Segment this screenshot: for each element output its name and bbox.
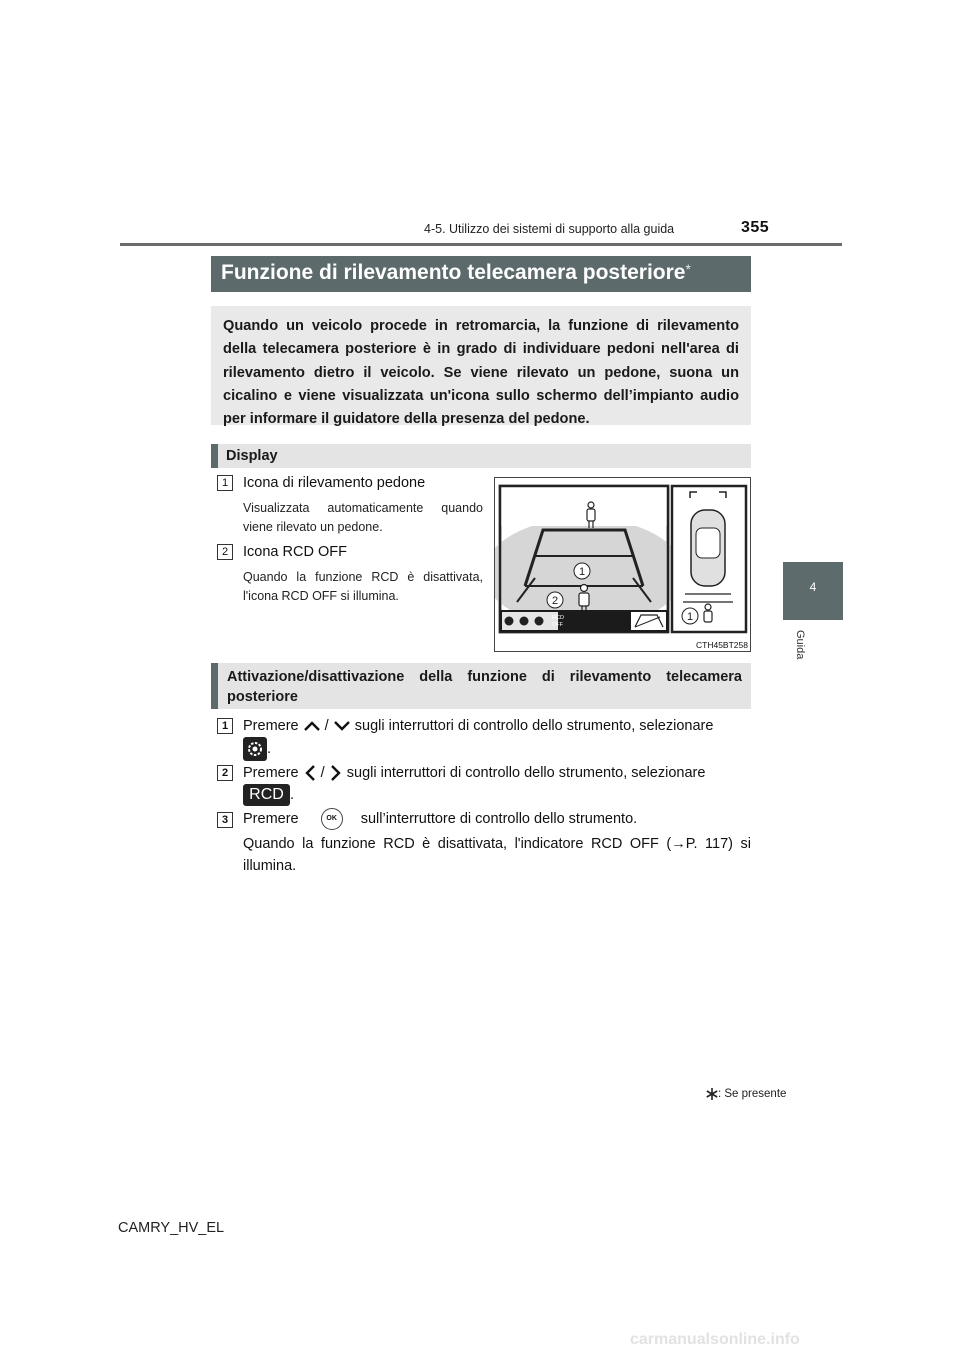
figure-callout-1: 1 [579,566,586,578]
step-1-end: . [267,740,272,757]
footnote [706,1088,786,1100]
callout-number: 1 [217,475,233,491]
step-3-text [243,808,751,830]
pedestrian-icon-side [704,604,712,622]
step-2-suffix: sugli interruttori di controllo dello strumento, selezionare [346,765,706,781]
step-2-end: . [290,787,295,803]
step-2-marker [217,765,233,781]
settings-gear-icon [243,737,267,761]
step-3-prefix: Premere [243,811,299,827]
step-2-sep: / [320,765,325,781]
step-1-suffix: sugli interruttori di controllo dello strumento, selezionare [354,718,714,734]
step-3-marker [217,812,233,828]
item-1-marker [217,475,233,491]
asterisk-icon [706,1088,718,1100]
step-number: 3 [217,812,233,828]
activation-heading: Attivazione/disattivazione della funzione di rilevamento telecamera posteriore [211,663,751,709]
camera-display-figure [494,477,751,652]
chapter-tab: 4 [783,562,843,620]
rcd-off-note: Quando la funzione RCD è disattivata, l'indicatore RCD OFF (→P. 117) si illumina. [243,836,751,874]
rcd-icon: RCD [243,784,290,806]
intro-box: Quando un veicolo procede in retromarcia, la funzione di rilevamento della telecamera posteriore è in grado di individuare pedoni nell'area di rilevamento dietro il veicolo. Se viene rilevato un pedone, suona un cicalino e viene visualizzata un'icona sullo schermo dell’impianto audio per informare il guidatore della presenza del pedone. [211,306,751,425]
chapter-label: Guida [794,630,806,660]
footer-model: CAMRY_HV_EL [118,1220,225,1236]
step-3-suffix: sull’interruttore di controllo dello strumento. [360,811,638,827]
item-2-desc: Quando la funzione RCD è disattivata, l'icona RCD OFF si illumina. [243,570,483,603]
page-title-text: Funzione di rilevamento telecamera posteriore [221,261,686,284]
watermark: carmanualsonline.info [630,1331,800,1348]
callout-number: 2 [217,544,233,560]
chevron-down-icon [333,720,351,732]
step-2-text [243,762,751,806]
rcd-off-label-line1: RCD [552,615,564,621]
figure-callout-1b: 1 [687,611,694,623]
asterisk-icon: * [685,261,691,277]
item-1-desc: Visualizzata automaticamente quando viene rilevato un pedone. [243,501,483,534]
step-1-marker [217,718,233,734]
display-heading: Display [211,444,751,468]
page-title [211,256,751,292]
step-1-text [243,715,751,761]
step-number: 2 [217,765,233,781]
step-number: 1 [217,718,233,734]
step-1-prefix: Premere [243,718,299,734]
figure-caption: CTH45BT258 [696,640,748,650]
item-2-marker [217,544,233,560]
rcd-off-label-line2: OFF [552,622,563,628]
footnote-text: : Se presente [718,1088,787,1101]
step-1-sep: / [324,718,329,734]
chevron-up-icon [303,720,321,732]
camera-screen-illustration [495,478,750,651]
step-2-prefix: Premere [243,765,299,781]
ok-button-icon: OK [321,808,343,830]
chevron-left-icon [303,764,317,782]
page-number: 355 [741,219,770,236]
chevron-right-icon [329,764,343,782]
figure-callout-2: 2 [552,595,559,607]
header-divider [120,243,842,246]
item-1-title: Icona di rilevamento pedone [243,475,426,491]
item-2-title: Icona RCD OFF [243,544,347,560]
section-header: 4-5. Utilizzo dei sistemi di supporto alla guida [424,222,675,236]
